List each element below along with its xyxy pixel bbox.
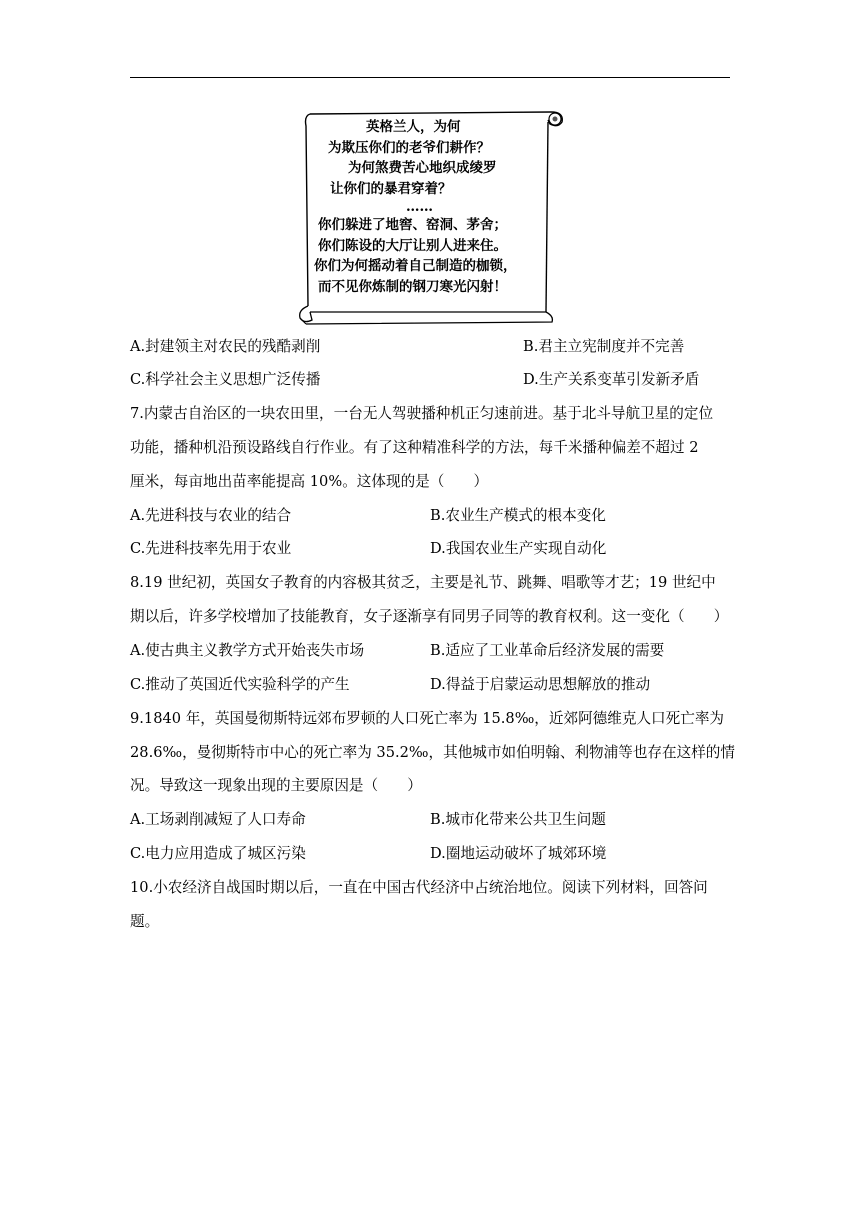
q7-option-c: C.先进科技率先用于农业	[130, 540, 292, 557]
q10-stem-line: 题。	[130, 913, 160, 930]
q6-option-c: C.科学社会主义思想广泛传播	[130, 371, 321, 388]
q8-stem-line: 期以后，许多学校增加了技能教育，女子逐渐享有同男子同等的教育权利。这一变化（ ）	[130, 608, 729, 625]
poem-line: 你们为何摇动着自己制造的枷锁，	[314, 258, 517, 274]
q9-stem-line: 9.1840 年，英国曼彻斯特远郊布罗顿的人口死亡率为 15.8‰，近郊阿德维克人口死亡率为	[130, 710, 725, 727]
q7-option-b: B.农业生产模式的根本变化	[430, 507, 606, 524]
poem-line: 为欺压你们的老爷们耕作？	[328, 139, 490, 156]
poem-line: 为何煞费苦心地织成绫罗	[348, 160, 497, 176]
q7-stem-line: 功能，播种机沿预设路线自行作业。有了这种精准科学的方法，每千米播种偏差不超过 2	[130, 439, 699, 456]
poem-line: 让你们的暴君穿着？	[330, 180, 452, 197]
poem-line: 你们陈设的大厅让别人进来住。	[318, 237, 507, 254]
q7-stem-line: 7.内蒙古自治区的一块农田里，一台无人驾驶播种机正匀速前进。基于北斗导航卫星的定位	[130, 405, 714, 422]
q8-option-b: B.适应了工业革命后经济发展的需要	[430, 642, 665, 659]
q9-stem-line: 28.6‰，曼彻斯特市中心的死亡率为 35.2‰，其他城市如伯明翰、利物浦等也存在这样的情	[130, 744, 735, 761]
q9-option-b: B.城市化带来公共卫生问题	[430, 811, 606, 828]
q6-option-b: B.君主立宪制度并不完善	[523, 338, 685, 355]
q9-option-d: D.圈地运动破坏了城郊环境	[430, 845, 607, 862]
poem-line: 而不见你炼制的钢刀寒光闪射！	[318, 278, 507, 295]
poem-text	[314, 117, 550, 297]
q7-option-a: A.先进科技与农业的结合	[130, 507, 292, 524]
poem-line: 英格兰人，为何	[366, 119, 461, 135]
q8-option-c: C.推动了英国近代实验科学的产生	[130, 676, 350, 693]
q8-option-a: A.使古典主义教学方式开始丧失市场	[130, 642, 365, 659]
q7-stem-line: 厘米，每亩地出苗率能提高 10%。这体现的是（ ）	[130, 473, 489, 490]
q8-stem-line: 8.19 世纪初，英国女子教育的内容极其贫乏，主要是礼节、跳舞、唱歌等才艺；19 世纪中	[130, 574, 716, 591]
q9-option-a: A.工场剥削减短了人口寿命	[130, 811, 306, 828]
scroll-illustration	[296, 106, 566, 328]
q8-option-d: D.得益于启蒙运动思想解放的推动	[430, 676, 651, 693]
q9-option-c: C.电力应用造成了城区污染	[130, 845, 306, 862]
header-rule	[130, 77, 730, 78]
poem-line: 你们躲进了地窖、窑洞、茅舍；	[318, 217, 507, 233]
q9-stem-line: 况。导致这一现象出现的主要原因是（ ）	[130, 777, 422, 794]
q7-option-d: D.我国农业生产实现自动化	[430, 540, 607, 557]
q6-option-a: A.封建领主对农民的残酷剥削	[130, 338, 321, 355]
poem-line: ……	[406, 199, 433, 215]
q6-option-d: D.生产关系变革引发新矛盾	[523, 371, 700, 388]
q10-stem-line: 10.小农经济自战国时期以后，一直在中国古代经济中占统治地位。阅读下列材料，回答问	[130, 879, 708, 896]
